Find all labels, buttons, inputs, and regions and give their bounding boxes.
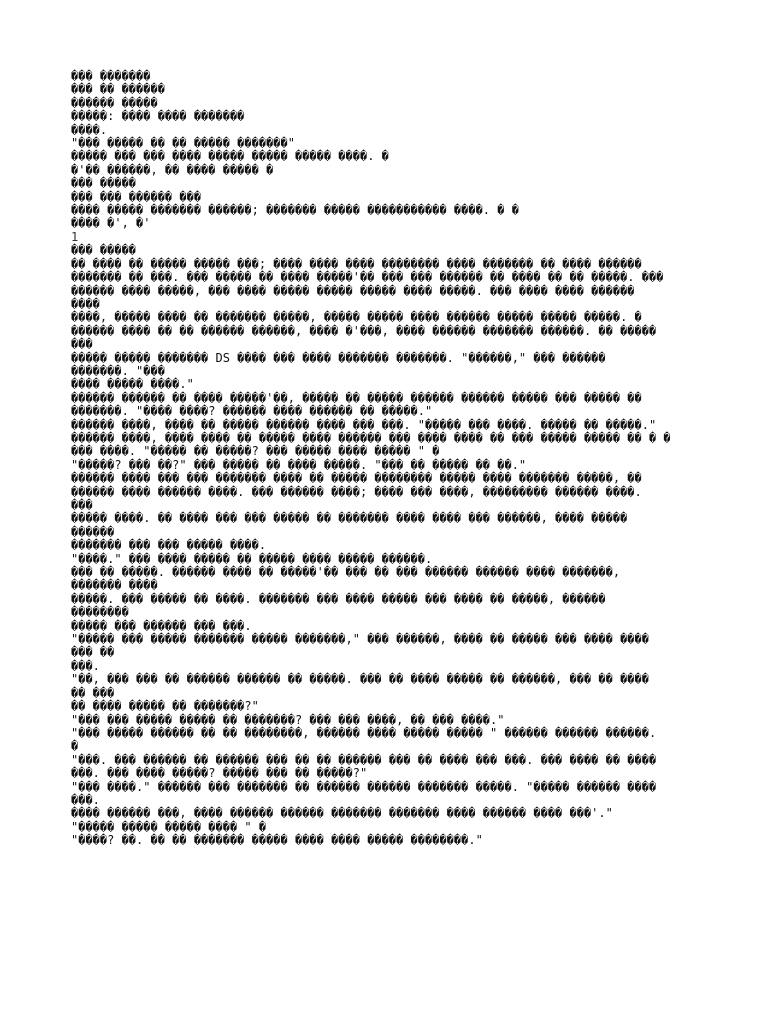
text-line: ���� �', �'	[71, 216, 151, 231]
text-line: ������ �����	[71, 95, 158, 110]
text-line: ���.	[71, 658, 100, 673]
text-line: ����� ����� ������� DS ���� ��� ���� ������� �������. "������," ��� ������	[71, 350, 606, 365]
text-line: ������ ���� ������ ����. ��� ������ ����; ���� ��� ����, ��������� ������ ����.	[71, 484, 642, 499]
text-line: ��� �� �����. ������ ���� �� �����'�� ��� �� ��� ������ ������ ���� �������,	[71, 565, 621, 580]
text-line: "����? ��. �� �� ������� ����� ���� ���� ����� ��������."	[71, 833, 483, 848]
text-line: ������� �� ���. ��� ����� �� ���� �����'�� ��� ��� ������ �� ���� �� �� �����. ���	[71, 270, 664, 285]
text-line: �����. ��� ����� �� ����. ������� ��� ���� ����� ��� ���� �� �����, ������	[71, 591, 606, 606]
text-line: "��� ����." ������ ��� ������� �� ������ ������ ������� �����. "����� ������ ����	[71, 779, 657, 794]
page-number: 1	[71, 229, 79, 244]
text-line: ������� ��� ��� ����� ����.	[71, 538, 267, 553]
text-line: ���� ����� ����."	[71, 377, 194, 392]
text-line: �� ���	[71, 685, 115, 700]
text-line: ��� ��	[71, 645, 115, 660]
text-line: �������. "���	[71, 363, 165, 378]
text-line: ����� ��� ��� ���� ����� ����� ����� ����. �	[71, 149, 389, 164]
text-line: ������ ����, ���� ���� �� ����� ���� ������ ��� ���� ���� �� ��� ����� ����� �� � �	[71, 430, 671, 445]
text-line: ����� ����. �� ���� ��� ��� ����� �� ������� ���� ���� ��� ������, ���� �����	[71, 511, 628, 526]
text-line: �����: ���� ���� �������	[71, 109, 245, 124]
text-line: ��� �����	[71, 176, 137, 191]
text-line: �� ���� ����� �� �������?"	[71, 699, 259, 714]
text-line: ����	[71, 296, 100, 311]
text-line: "��� ��� ����� ����� �� �������? ��� ��� ����, �� ��� ����."	[71, 712, 505, 727]
text-line: ��������	[71, 605, 129, 620]
text-line: ���� ����� ������� ������; ������� ����� ����������� ����. � �	[71, 203, 519, 218]
text-line: ��� ��� ������ ���	[71, 189, 202, 204]
text-line: ������ ���� ��� ��� ������� ���� �� ����� �������� ����� ���� ������� �����, ��	[71, 471, 642, 486]
text-line: ���	[71, 337, 93, 352]
text-line: �� ���� �� ����� ����� ���; ���� ���� ���� �������� ���� ������� �� ���� ������	[71, 256, 642, 271]
text-line: ��� �� ������	[71, 82, 165, 97]
text-line: "��� ����� ������ �� �� ��������, ������ ���� ����� ����� " ������ ������ ������.	[71, 725, 657, 740]
text-line: "����� ��� ����� ������� ����� �������," ��� ������, ���� �� ����� ��� ���� ����	[71, 632, 649, 647]
text-line: ��� ����. "����� �� �����? ��� ����� ���� ����� " �	[71, 444, 440, 459]
text-line: ������	[71, 524, 115, 539]
text-line: �'�� ������, �� ���� ����� �	[71, 162, 274, 177]
text-line: �������. "���� ����? ������ ���� ������ �� �����."	[71, 404, 433, 419]
text-line: ������ ����, ���� �� ����� ������ ���� ��� ���. "����� ��� ����. ����� �� �����."	[71, 417, 657, 432]
text-line: ������ ���� �����, ��� ���� ����� ����� ����� ���� �����. ��� ���� ���� ������	[71, 283, 635, 298]
text-line: ���	[71, 498, 93, 512]
document-page	[71, 70, 701, 848]
text-line: "����." ��� ���� ����� �� ����� ���� ����� ������.	[71, 551, 433, 566]
text-line: �	[71, 739, 79, 754]
text-line: ��� �������	[71, 69, 151, 83]
text-line: "����� ����� ����� ���� " �	[71, 819, 267, 834]
text-line: "���. ��� ������ �� ������ ��� �� �� ������ ��� �� ���� ��� ���. ��� ���� �� ����	[71, 752, 657, 767]
text-line: ������ ������ �� ���� �����'��, ����� �� ����� ������ ������ ����� ��� ����� ��	[71, 390, 642, 405]
text-line: ������� ����	[71, 578, 158, 593]
text-line: "��� ����� �� �� ����� �������"	[71, 136, 295, 151]
text-line: "��, ��� ��� �� ������ ������ �� �����. ��� �� ���� ����� �� ������, ��� �� ����	[71, 672, 649, 687]
text-line: ����.	[71, 122, 108, 137]
text-line: ���.	[71, 792, 100, 807]
text-line: ���� ������ ���, ���� ������ ������ ������� ������� ���� ������ ���� ���'."	[71, 806, 613, 821]
text-line: "�����? ��� ��?" ��� ����� �� ���� �����. "��� �� ����� �� ��."	[71, 457, 527, 472]
text-line: ������ ���� �� �� ������ ������, ���� �'���, ���� ������ ������� ������. �� �����	[71, 323, 657, 338]
text-line: ����� ��� ������ ��� ���.	[71, 618, 252, 633]
text-line: ����, ����� ���� �� ������� �����, ����� ����� ���� ������ ����� ����� �����. �	[71, 310, 642, 325]
text-line: ���. ��� ���� �����? ����� ��� �� �����?"	[71, 766, 368, 781]
text-line: ��� �����	[71, 243, 137, 258]
